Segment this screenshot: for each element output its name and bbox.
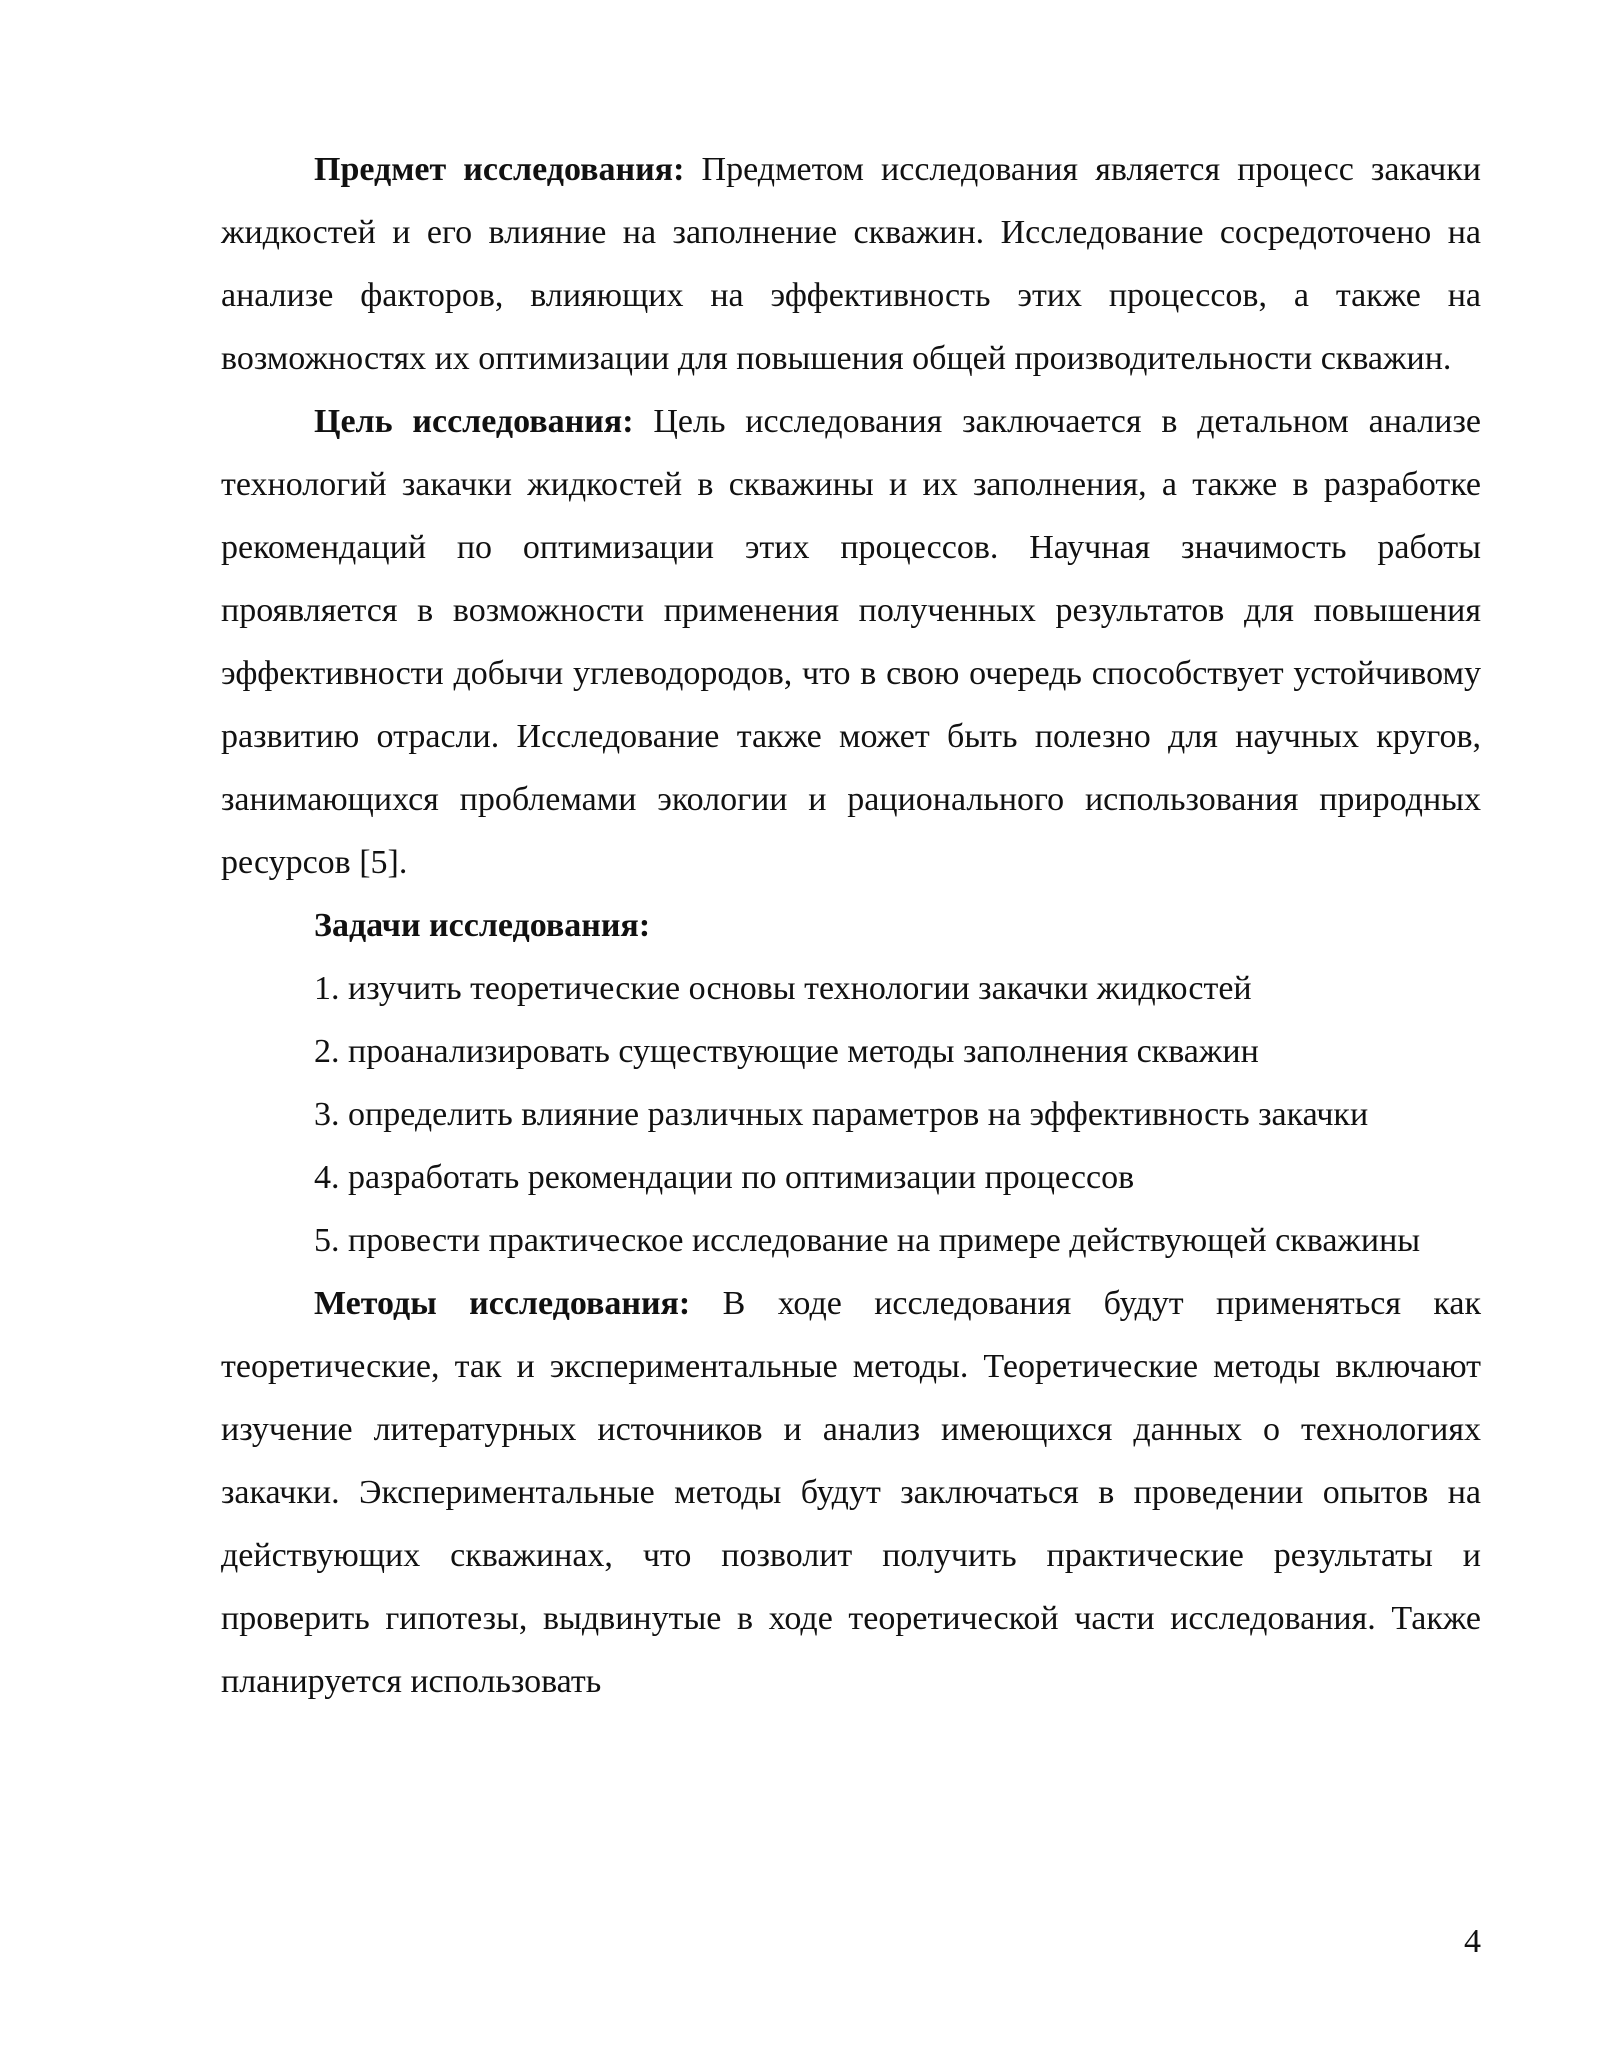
goal-label: Цель исследования: — [314, 403, 634, 440]
subject-text: Предметом исследования является процесс закачки жидкостей и его влияние на заполнение скважин. Исследование сосредоточено на анализе факторов, влияющих на эффективность этих процессов, а также на возможностях их оптимизации для повышения общей производительности скважин. — [221, 151, 1481, 377]
list-item: 3. определить влияние различных параметров на эффективность закачки — [314, 1096, 1369, 1133]
tasks-list — [221, 957, 1481, 1272]
methods-paragraph — [221, 1272, 1481, 1713]
tasks-heading: Задачи исследования: — [314, 907, 651, 944]
list-item: 2. проанализировать существующие методы заполнения скважин — [314, 1033, 1259, 1070]
methods-text: В ходе исследования будут применяться как теоретические, так и экспериментальные методы. Теоретические методы включают изучение литературных источников и анализ имеющихся данных о технологиях закачки. Экспериментальные методы будут заключаться в проведении опытов на действующих скважинах, что позволит получить практические результаты и проверить гипотезы, выдвинутые в ходе теоретической части исследования. Также планируется использовать — [221, 1285, 1481, 1700]
list-item: 4. разработать рекомендации по оптимизации процессов — [314, 1159, 1135, 1196]
goal-text: Цель исследования заключается в детальном анализе технологий закачки жидкостей в скважины и их заполнения, а также в разработке рекомендаций по оптимизации этих процессов. Научная значимость работы проявляется в возможности применения полученных результатов для повышения эффективности добычи углеводородов, что в свою очередь способствует устойчивому развитию отрасли. Исследование также может быть полезно для научных кругов, занимающихся проблемами экологии и рационального использования природных ресурсов [5]. — [221, 403, 1481, 881]
goal-paragraph — [221, 390, 1481, 894]
page-content — [221, 138, 1481, 1713]
subject-label: Предмет исследования: — [314, 151, 685, 188]
methods-label: Методы исследования: — [314, 1285, 691, 1322]
list-item: 5. провести практическое исследование на примере действующей скважины — [314, 1222, 1421, 1259]
subject-paragraph — [221, 138, 1481, 390]
list-item: 1. изучить теоретические основы технологии закачки жидкостей — [314, 970, 1252, 1007]
page-number: 4 — [1464, 1923, 1481, 1960]
